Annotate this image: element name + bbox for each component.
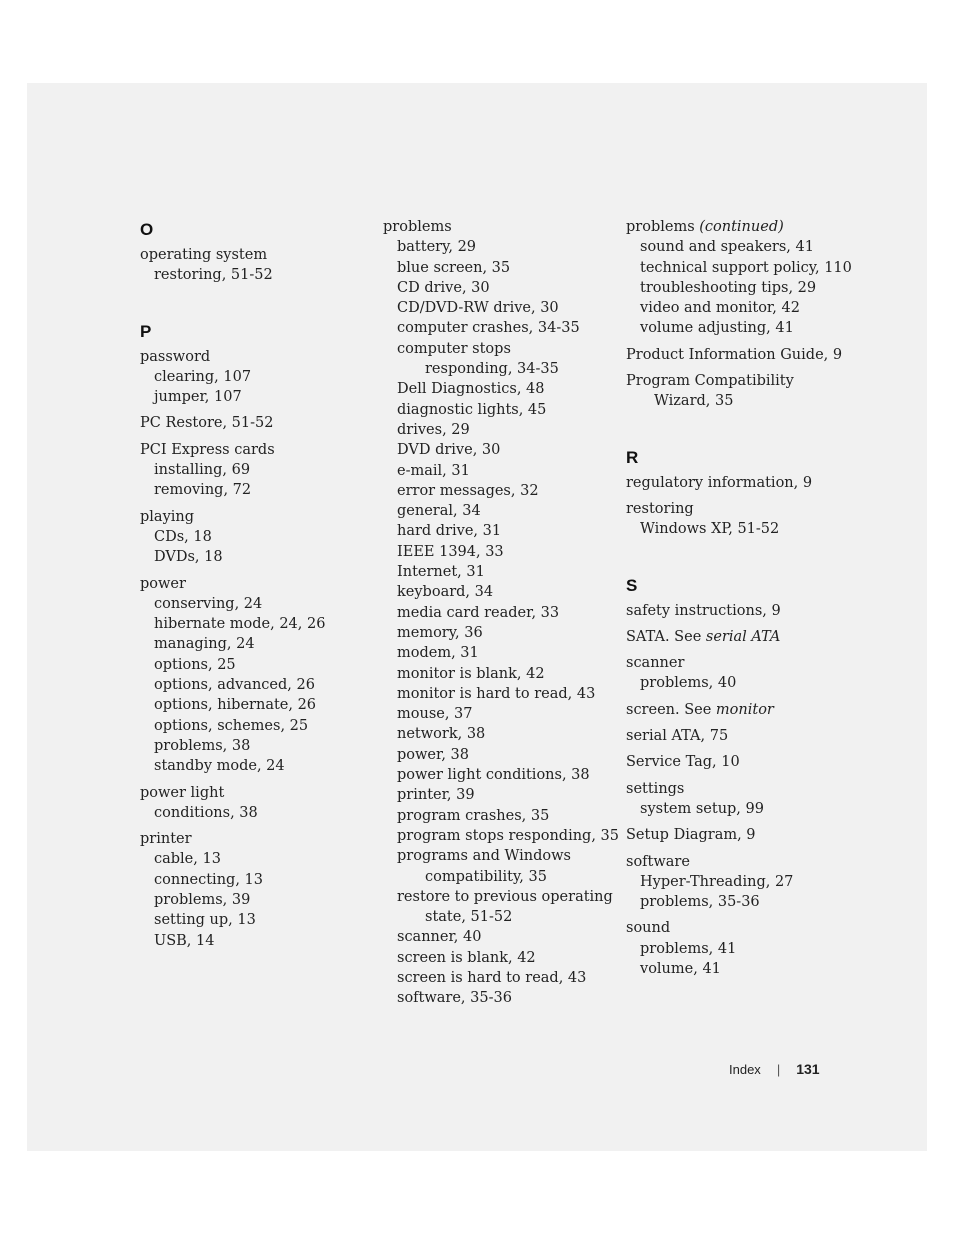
index-text: troubleshooting tips, 29 bbox=[640, 279, 817, 296]
index-text: volume adjusting, 41 bbox=[640, 320, 794, 337]
index-text: error messages, 32 bbox=[397, 482, 539, 499]
index-subterm bbox=[383, 867, 618, 887]
index-subterm bbox=[140, 265, 370, 285]
index-subterm bbox=[383, 745, 618, 765]
index-subterm bbox=[383, 724, 618, 744]
index-subterm bbox=[383, 643, 618, 663]
index-subterm bbox=[140, 367, 370, 387]
index-entry bbox=[626, 653, 876, 694]
index-text: settings bbox=[626, 780, 685, 797]
index-subterm bbox=[140, 527, 370, 547]
index-text: printer, 39 bbox=[397, 787, 475, 804]
index-text: power bbox=[140, 575, 186, 592]
index-subterm bbox=[140, 675, 370, 695]
index-subterm bbox=[383, 339, 618, 359]
index-subterm bbox=[626, 318, 876, 338]
index-term bbox=[626, 726, 876, 746]
index-term bbox=[383, 217, 618, 237]
index-subterm bbox=[383, 400, 618, 420]
index-subterm bbox=[383, 927, 618, 947]
index-text: screen is blank, 42 bbox=[397, 949, 536, 966]
index-text: drives, 29 bbox=[397, 421, 470, 438]
index-term bbox=[626, 918, 876, 938]
index-text: conserving, 24 bbox=[154, 595, 263, 612]
index-subterm bbox=[383, 258, 618, 278]
index-text: Internet, 31 bbox=[397, 564, 485, 581]
index-term bbox=[626, 371, 876, 391]
index-text: volume, 41 bbox=[640, 961, 721, 978]
index-term bbox=[626, 779, 876, 799]
index-cross-reference: serial ATA bbox=[705, 628, 781, 645]
index-text: problems, 35-36 bbox=[640, 894, 760, 911]
index-term bbox=[140, 574, 370, 594]
index-subterm bbox=[383, 440, 618, 460]
index-text: software, 35-36 bbox=[397, 990, 512, 1007]
index-text: options, 25 bbox=[154, 656, 236, 673]
index-text: installing, 69 bbox=[154, 462, 251, 479]
index-term bbox=[626, 601, 876, 621]
index-text: problems, 39 bbox=[154, 892, 251, 909]
index-text: problems, 38 bbox=[154, 737, 251, 754]
index-text: Hyper-Threading, 27 bbox=[640, 873, 794, 890]
index-text: general, 34 bbox=[397, 503, 481, 520]
index-subterm bbox=[140, 756, 370, 776]
index-text: managing, 24 bbox=[154, 636, 255, 653]
index-term bbox=[140, 783, 370, 803]
index-subterm bbox=[140, 931, 370, 951]
index-subterm bbox=[140, 594, 370, 614]
index-text: video and monitor, 42 bbox=[640, 300, 800, 317]
index-text: blue screen, 35 bbox=[397, 259, 511, 276]
index-text: USB, 14 bbox=[154, 932, 215, 949]
index-subterm bbox=[626, 278, 876, 298]
index-entry bbox=[140, 783, 370, 824]
index-text: computer crashes, 34-35 bbox=[397, 320, 580, 337]
index-text: network, 38 bbox=[397, 726, 486, 743]
index-subterm bbox=[383, 562, 618, 582]
index-subterm bbox=[626, 258, 876, 278]
index-text: scanner, 40 bbox=[397, 929, 482, 946]
index-text: technical support policy, 110 bbox=[640, 259, 852, 276]
index-subterm bbox=[140, 387, 370, 407]
index-text: scanner bbox=[626, 655, 685, 672]
index-subterm bbox=[383, 704, 618, 724]
index-term bbox=[626, 217, 876, 237]
index-text: connecting, 13 bbox=[154, 871, 263, 888]
index-text: playing bbox=[140, 508, 195, 525]
index-text: CD/DVD-RW drive, 30 bbox=[397, 300, 559, 317]
index-term bbox=[140, 347, 370, 367]
index-text: cable, 13 bbox=[154, 851, 221, 868]
index-text: standby mode, 24 bbox=[154, 758, 285, 775]
index-text: media card reader, 33 bbox=[397, 604, 560, 621]
index-text: problems bbox=[626, 219, 700, 235]
index-entry bbox=[140, 574, 370, 777]
footer-separator: | bbox=[776, 1062, 781, 1077]
index-term bbox=[140, 413, 370, 433]
index-text: problems, 40 bbox=[640, 675, 737, 692]
index-text: memory, 36 bbox=[397, 624, 483, 641]
index-text: battery, 29 bbox=[397, 239, 477, 256]
index-letter-heading: O bbox=[140, 220, 154, 239]
index-text: mouse, 37 bbox=[397, 706, 473, 723]
index-text: PC Restore, 51-52 bbox=[140, 415, 274, 432]
index-entry bbox=[626, 345, 876, 365]
index-term bbox=[626, 473, 876, 493]
index-text: serial ATA, 75 bbox=[626, 728, 729, 745]
index-text: Product Information Guide, 9 bbox=[626, 346, 843, 363]
index-term bbox=[626, 499, 876, 519]
index-entry bbox=[626, 852, 876, 913]
index-text: DVD drive, 30 bbox=[397, 442, 501, 459]
index-text: sound bbox=[626, 920, 671, 937]
index-text: DVDs, 18 bbox=[154, 549, 223, 566]
index-subterm bbox=[383, 664, 618, 684]
index-text: printer bbox=[140, 831, 192, 848]
index-text: options, schemes, 25 bbox=[154, 717, 309, 734]
index-entry bbox=[140, 245, 370, 286]
index-subterm bbox=[626, 237, 876, 257]
index-entry bbox=[626, 217, 876, 339]
index-term bbox=[626, 852, 876, 872]
index-entry bbox=[383, 217, 618, 1009]
index-subterm bbox=[383, 907, 618, 927]
index-term bbox=[626, 345, 876, 365]
index-text: Setup Diagram, 9 bbox=[626, 827, 756, 844]
index-subterm bbox=[383, 359, 618, 379]
index-text: password bbox=[140, 348, 211, 365]
index-term bbox=[626, 700, 876, 720]
index-text: CDs, 18 bbox=[154, 528, 212, 545]
index-text: CD drive, 30 bbox=[397, 279, 490, 296]
index-subterm bbox=[383, 968, 618, 988]
index-text: problems bbox=[383, 219, 452, 235]
index-subterm bbox=[626, 519, 876, 539]
page-footer bbox=[729, 1061, 820, 1077]
index-text: hibernate mode, 24, 26 bbox=[154, 616, 326, 633]
index-text: power, 38 bbox=[397, 746, 470, 763]
index-page bbox=[27, 83, 927, 1151]
index-subterm bbox=[383, 846, 618, 866]
index-subterm bbox=[140, 910, 370, 930]
index-entry bbox=[140, 347, 370, 408]
index-text: IEEE 1394, 33 bbox=[397, 543, 504, 560]
index-entry bbox=[626, 627, 876, 647]
index-subterm bbox=[140, 614, 370, 634]
index-term bbox=[626, 825, 876, 845]
index-subterm bbox=[383, 785, 618, 805]
index-subterm bbox=[140, 870, 370, 890]
index-entry bbox=[626, 825, 876, 845]
index-text: keyboard, 34 bbox=[397, 584, 494, 601]
index-term bbox=[140, 440, 370, 460]
index-subterm bbox=[626, 391, 876, 411]
index-subterm bbox=[383, 542, 618, 562]
index-letter-heading: S bbox=[626, 575, 638, 595]
index-text: jumper, 107 bbox=[154, 389, 242, 406]
index-text: safety instructions, 9 bbox=[626, 602, 781, 619]
index-text: Program Compatibility bbox=[626, 373, 794, 390]
index-text: clearing, 107 bbox=[154, 368, 252, 385]
index-entry bbox=[626, 601, 876, 621]
index-text: screen. See bbox=[626, 701, 716, 718]
index-subterm bbox=[383, 603, 618, 623]
index-term bbox=[626, 627, 876, 647]
index-entry bbox=[626, 726, 876, 746]
index-entry bbox=[626, 700, 876, 720]
index-subterm bbox=[140, 849, 370, 869]
index-subterm bbox=[626, 959, 876, 979]
index-term bbox=[626, 752, 876, 772]
index-subterm bbox=[383, 826, 618, 846]
index-subterm bbox=[383, 298, 618, 318]
index-entry bbox=[140, 413, 370, 433]
index-text: restoring, 51-52 bbox=[154, 267, 273, 284]
index-text: modem, 31 bbox=[397, 645, 479, 662]
footer-section-label: Index bbox=[729, 1062, 761, 1077]
index-entry bbox=[140, 507, 370, 568]
index-text: sound and speakers, 41 bbox=[640, 239, 814, 256]
index-subterm bbox=[383, 461, 618, 481]
index-column-1 bbox=[140, 217, 370, 951]
index-subterm bbox=[383, 806, 618, 826]
index-text: monitor is blank, 42 bbox=[397, 665, 545, 682]
index-subterm bbox=[626, 799, 876, 819]
index-subterm bbox=[383, 318, 618, 338]
index-text: conditions, 38 bbox=[154, 804, 258, 821]
index-text: problems, 41 bbox=[640, 940, 737, 957]
index-text: diagnostic lights, 45 bbox=[397, 401, 547, 418]
index-text: options, hibernate, 26 bbox=[154, 697, 317, 714]
index-subterm bbox=[383, 501, 618, 521]
index-subterm bbox=[140, 480, 370, 500]
index-subterm bbox=[626, 298, 876, 318]
index-subterm bbox=[140, 890, 370, 910]
index-text: Dell Diagnostics, 48 bbox=[397, 381, 545, 398]
index-text: setting up, 13 bbox=[154, 912, 256, 929]
index-entry bbox=[140, 440, 370, 501]
index-text: Service Tag, 10 bbox=[626, 754, 740, 771]
index-subterm bbox=[383, 684, 618, 704]
index-text: power light bbox=[140, 784, 225, 801]
index-subterm bbox=[626, 673, 876, 693]
index-subterm bbox=[140, 803, 370, 823]
index-subterm bbox=[383, 237, 618, 257]
index-column-3 bbox=[626, 217, 876, 979]
index-term bbox=[626, 653, 876, 673]
index-text: power light conditions, 38 bbox=[397, 767, 590, 784]
index-subterm bbox=[140, 547, 370, 567]
index-term bbox=[140, 245, 370, 265]
index-entry bbox=[626, 752, 876, 772]
index-text: state, 51-52 bbox=[425, 909, 513, 926]
index-entry bbox=[626, 779, 876, 820]
index-text: restore to previous operating bbox=[397, 888, 613, 905]
index-entry bbox=[140, 829, 370, 951]
index-subterm bbox=[626, 892, 876, 912]
index-subterm bbox=[383, 521, 618, 541]
index-text: system setup, 99 bbox=[640, 800, 764, 817]
index-text: SATA. See bbox=[626, 628, 706, 645]
index-text: program crashes, 35 bbox=[397, 807, 550, 824]
index-text: programs and Windows bbox=[397, 848, 571, 865]
index-subterm bbox=[140, 634, 370, 654]
index-entry bbox=[626, 371, 876, 412]
index-subterm bbox=[140, 716, 370, 736]
index-subterm bbox=[383, 278, 618, 298]
index-text: removing, 72 bbox=[154, 482, 252, 499]
index-subterm bbox=[140, 695, 370, 715]
index-text: restoring bbox=[626, 500, 694, 517]
index-subterm bbox=[383, 379, 618, 399]
index-subterm bbox=[383, 765, 618, 785]
index-text: Windows XP, 51-52 bbox=[640, 521, 780, 538]
index-subterm bbox=[626, 872, 876, 892]
index-text: PCI Express cards bbox=[140, 441, 275, 458]
index-text: program stops responding, 35 bbox=[397, 827, 620, 844]
index-subterm bbox=[140, 460, 370, 480]
index-text: options, advanced, 26 bbox=[154, 677, 315, 694]
index-subterm bbox=[383, 420, 618, 440]
index-text: operating system bbox=[140, 247, 268, 263]
index-subterm bbox=[140, 655, 370, 675]
index-text: monitor is hard to read, 43 bbox=[397, 685, 596, 702]
index-subterm bbox=[140, 736, 370, 756]
index-text: responding, 34-35 bbox=[425, 361, 559, 378]
index-text: e-mail, 31 bbox=[397, 462, 470, 479]
index-subterm bbox=[383, 988, 618, 1008]
index-subterm bbox=[626, 939, 876, 959]
index-subterm bbox=[383, 948, 618, 968]
index-text: computer stops bbox=[397, 340, 511, 357]
index-entry bbox=[626, 918, 876, 979]
index-subterm bbox=[383, 481, 618, 501]
index-text: regulatory information, 9 bbox=[626, 474, 813, 491]
index-text: hard drive, 31 bbox=[397, 523, 502, 540]
index-subterm bbox=[383, 582, 618, 602]
index-subterm bbox=[383, 623, 618, 643]
index-text: software bbox=[626, 853, 690, 870]
index-term bbox=[140, 829, 370, 849]
index-text: screen is hard to read, 43 bbox=[397, 969, 587, 986]
index-term bbox=[140, 507, 370, 527]
index-text: compatibility, 35 bbox=[425, 868, 547, 885]
index-subterm bbox=[383, 887, 618, 907]
index-letter-heading: P bbox=[140, 321, 152, 341]
index-column-2 bbox=[383, 217, 618, 1009]
index-letter-heading: R bbox=[626, 447, 639, 467]
index-entry bbox=[626, 499, 876, 540]
index-cross-reference: (continued) bbox=[699, 219, 784, 235]
index-cross-reference: monitor bbox=[715, 701, 774, 718]
page-number: 131 bbox=[796, 1061, 820, 1077]
index-entry bbox=[626, 473, 876, 493]
index-text: Wizard, 35 bbox=[654, 393, 734, 410]
